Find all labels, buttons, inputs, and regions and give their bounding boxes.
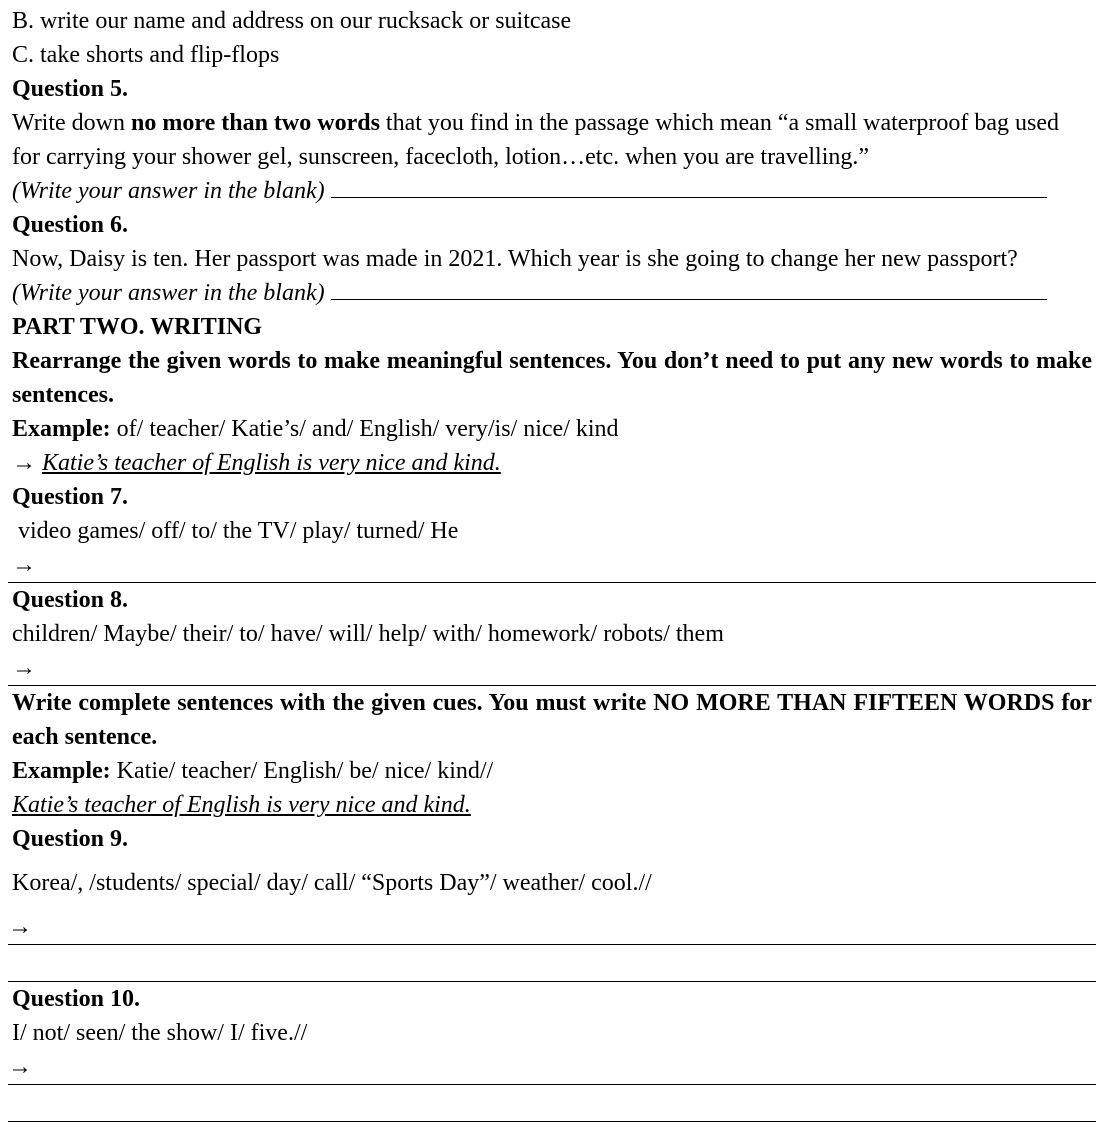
example-2-answer: Katie’s teacher of English is very nice and kind. (12, 792, 471, 818)
question-5-title: Question 5. (12, 76, 129, 102)
question-5-answer-row (12, 174, 1092, 208)
arrow-icon: → (8, 914, 32, 940)
rearrange-instruction: Rearrange the given words to make meaningful sentences. You don’t need to put any new words to make sentences. (12, 348, 1092, 408)
question-8-title: Question 8. (12, 587, 129, 613)
question-7-text: video games/ off/ to/ the TV/ play/ turned/ He (18, 518, 459, 544)
question-10-text: I/ not/ seen/ the show/ I/ five.// (12, 1020, 308, 1046)
question-9-text: Korea/, /students/ special/ day/ call/ “Sports Day”/ weather/ cool.// (12, 870, 652, 896)
question-7-title: Question 7. (12, 484, 129, 510)
example-2: Example: Katie/ teacher/ English/ be/ nice/ kind// (12, 758, 494, 784)
question-6-answer-row (12, 276, 1092, 310)
question-5-answer-blank[interactable] (331, 177, 1047, 198)
question-10-answer-line-1[interactable] (8, 1050, 1096, 1085)
question-6-title: Question 6. (12, 212, 129, 238)
arrow-icon: → (12, 655, 36, 681)
question-8-text: children/ Maybe/ their/ to/ have/ will/ help/ with/ homework/ robots/ them (12, 621, 724, 647)
example-1-answer: Katie’s teacher of English is very nice and kind. (42, 450, 501, 476)
part-two-heading: PART TWO. WRITING (12, 314, 263, 340)
question-5-instruction: (Write your answer in the blank) (12, 178, 325, 204)
question-8-answer-line[interactable] (8, 651, 1096, 686)
question-10-title: Question 10. (12, 986, 141, 1012)
question-9-answer-line-1[interactable] (8, 910, 1096, 945)
option-c: C. take shorts and flip-flops (12, 42, 280, 68)
arrow-icon: → (12, 552, 36, 578)
question-9-answer-line-2[interactable] (8, 945, 1096, 982)
example-1: Example: of/ teacher/ Katie’s/ and/ English/ very/is/ nice/ kind (12, 416, 619, 442)
question-5-text: Write down no more than two words that you find in the passage which mean “a small waterproof bag used for carrying your shower gel, sunscreen, facecloth, lotion…etc. when you are travelling.” (12, 110, 1060, 170)
arrow-icon: → (8, 1054, 32, 1080)
option-b: B. write our name and address on our rucksack or suitcase (12, 8, 572, 34)
arrow-icon: → (12, 450, 36, 476)
question-7-answer-line[interactable] (8, 548, 1096, 583)
question-6-answer-blank[interactable] (331, 279, 1047, 300)
cues-instruction: Write complete sentences with the given cues. You must write NO MORE THAN FIFTEEN WORDS for each sentence. (12, 690, 1092, 750)
question-10-answer-line-2[interactable] (8, 1085, 1096, 1122)
example-1-answer-row (12, 446, 1092, 480)
question-6-text: Now, Daisy is ten. Her passport was made in 2021. Which year is she going to change her new passport? (12, 246, 1018, 272)
question-9-title: Question 9. (12, 826, 129, 852)
question-6-instruction: (Write your answer in the blank) (12, 280, 325, 306)
